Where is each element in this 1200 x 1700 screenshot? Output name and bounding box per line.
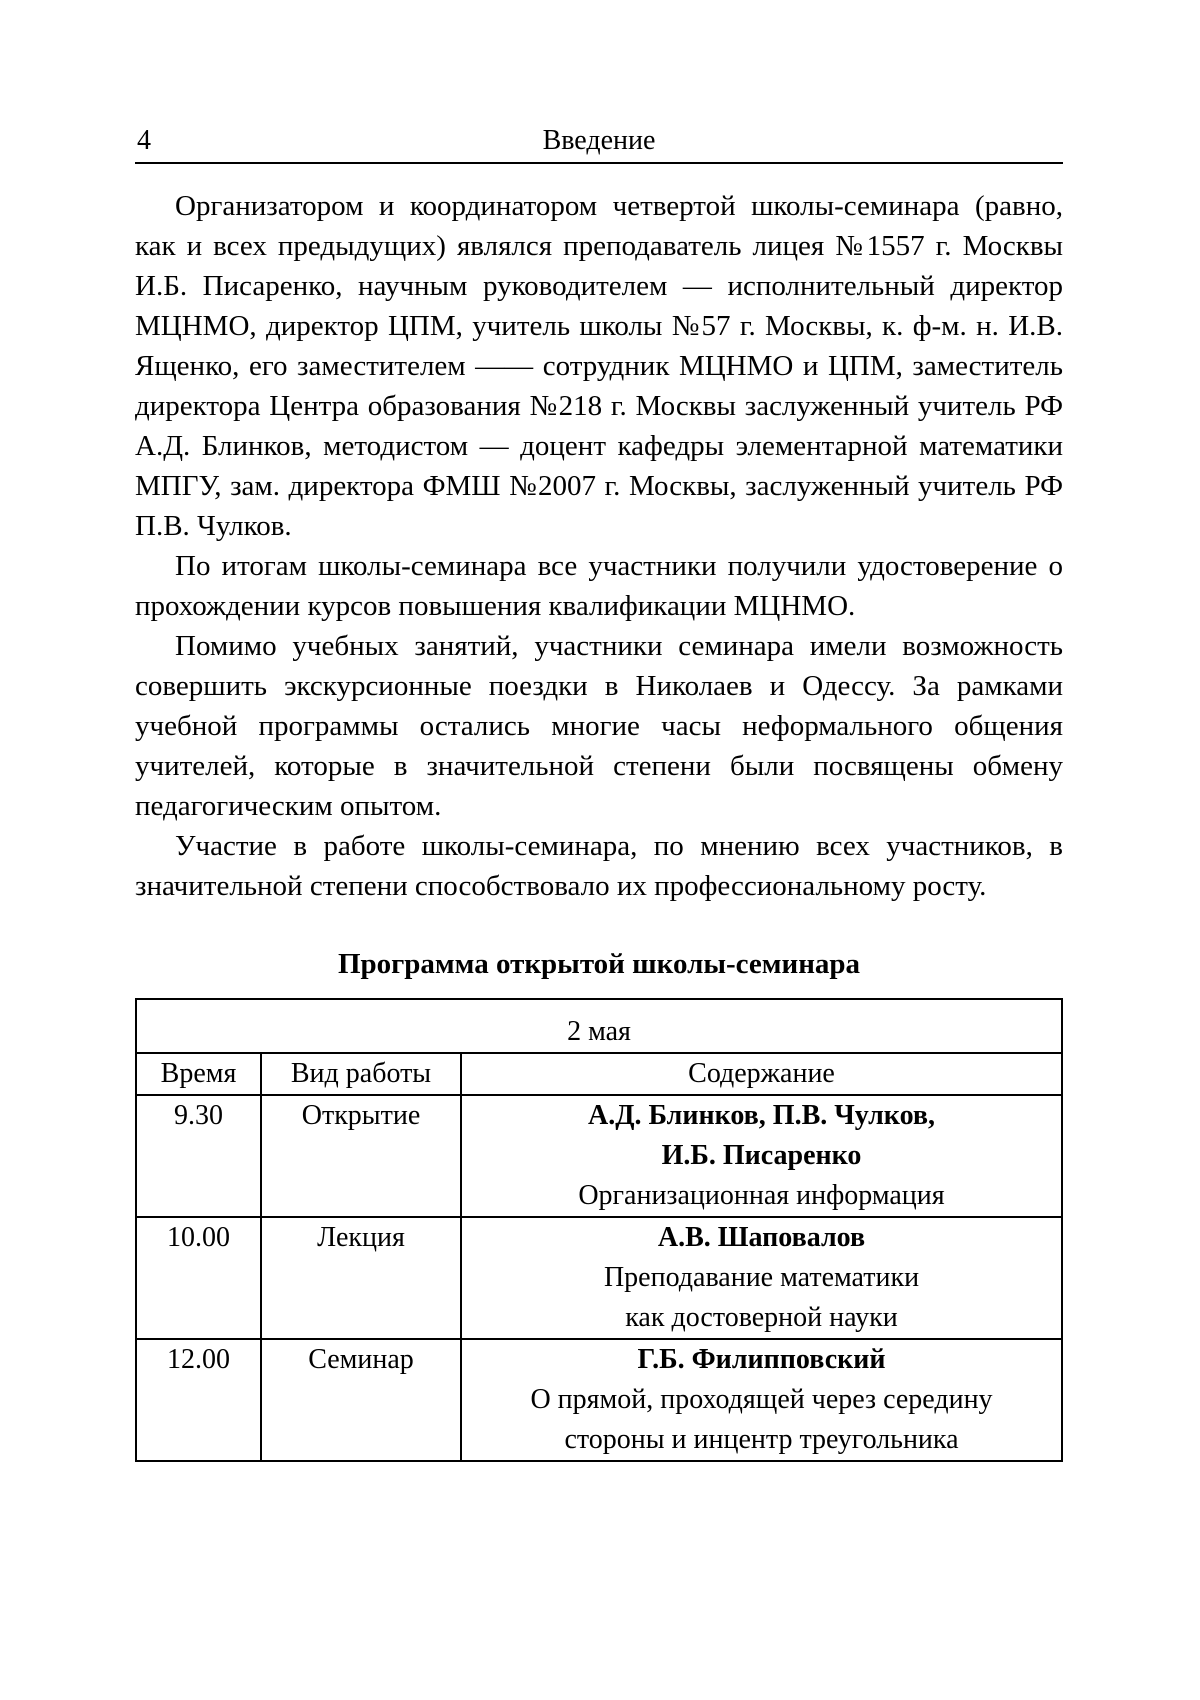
table-row <box>136 1095 1062 1217</box>
topic-line: как достоверной науки <box>625 1302 898 1333</box>
header-row <box>136 1053 1062 1095</box>
speakers-line: И.Б. Писаренко <box>661 1140 862 1171</box>
paragraph-conclusion: Участие в работе школы-семинара, по мнению всех участников, в значительной степени способствовало их профессиональному росту. <box>135 830 1063 902</box>
speakers-line: А.Д. Блинков, П.В. Чулков, <box>588 1100 935 1131</box>
column-header-time: Время <box>136 1053 261 1095</box>
section-title: Введение <box>542 125 656 156</box>
page-number: 4 <box>137 125 151 156</box>
topic-line: Преподавание математики <box>603 1262 920 1293</box>
topic-line: стороны и инцентр треугольника <box>564 1424 959 1455</box>
date-row <box>136 999 1062 1053</box>
body-text <box>135 186 1063 906</box>
time-cell: 10.00 <box>136 1217 261 1339</box>
paragraph-excursions: Помимо учебных занятий, участники семинара имели возможность совершить экскурсионные поездки в Николаев и Одессу. За рамками учебной программы остались многие часы неформального общения учителей, которые в значительной степени были посвящены обмену педагогическим опытом. <box>135 630 1063 822</box>
column-header-content: Содержание <box>461 1053 1062 1095</box>
column-header-kind: Вид работы <box>261 1053 461 1095</box>
running-head <box>135 120 1063 164</box>
content-cell <box>461 1095 1062 1217</box>
program-table <box>135 998 1063 1462</box>
paragraph-certificates: По итогам школы-семинара все участники получили удостоверение о прохождении курсов повышения квалификации МЦНМО. <box>135 550 1063 622</box>
table-row <box>136 1217 1062 1339</box>
kind-cell: Семинар <box>261 1339 461 1461</box>
topic-line: О прямой, проходящей через середину <box>530 1384 993 1415</box>
date-cell: 2 мая <box>136 999 1062 1053</box>
paragraph-organizers: Организатором и координатором четвертой школы-семинара (равно, как и всех предыдущих) являлся преподаватель лицея №1557 г. Москвы И.Б. Писаренко, научным руководителем — исполнительный директор МЦНМО, директор ЦПМ, учитель школы №57 г. Москвы, к. ф-м. н. И.В. Ященко, его заместителем —— сотрудник МЦНМО и ЦПМ, заместитель директора Центра образования №218 г. Москвы заслуженный учитель РФ А.Д. Блинков, методистом — доцент кафедры элементарной математики МПГУ, зам. директора ФМШ №2007 г. Москвы, заслуженный учитель РФ П.В. Чулков. <box>135 190 1063 542</box>
topic-line: Организационная информация <box>578 1180 945 1211</box>
content-cell <box>461 1339 1062 1461</box>
content-cell <box>461 1217 1062 1339</box>
time-cell: 9.30 <box>136 1095 261 1217</box>
time-cell: 12.00 <box>136 1339 261 1461</box>
table-row <box>136 1339 1062 1461</box>
speakers-line: А.В. Шаповалов <box>657 1222 866 1253</box>
kind-cell: Открытие <box>261 1095 461 1217</box>
document-page <box>135 120 1063 1462</box>
program-title: Программа открытой школы-семинара <box>337 948 861 980</box>
kind-cell: Лекция <box>261 1217 461 1339</box>
speakers-line: Г.Б. Филипповский <box>637 1344 886 1375</box>
